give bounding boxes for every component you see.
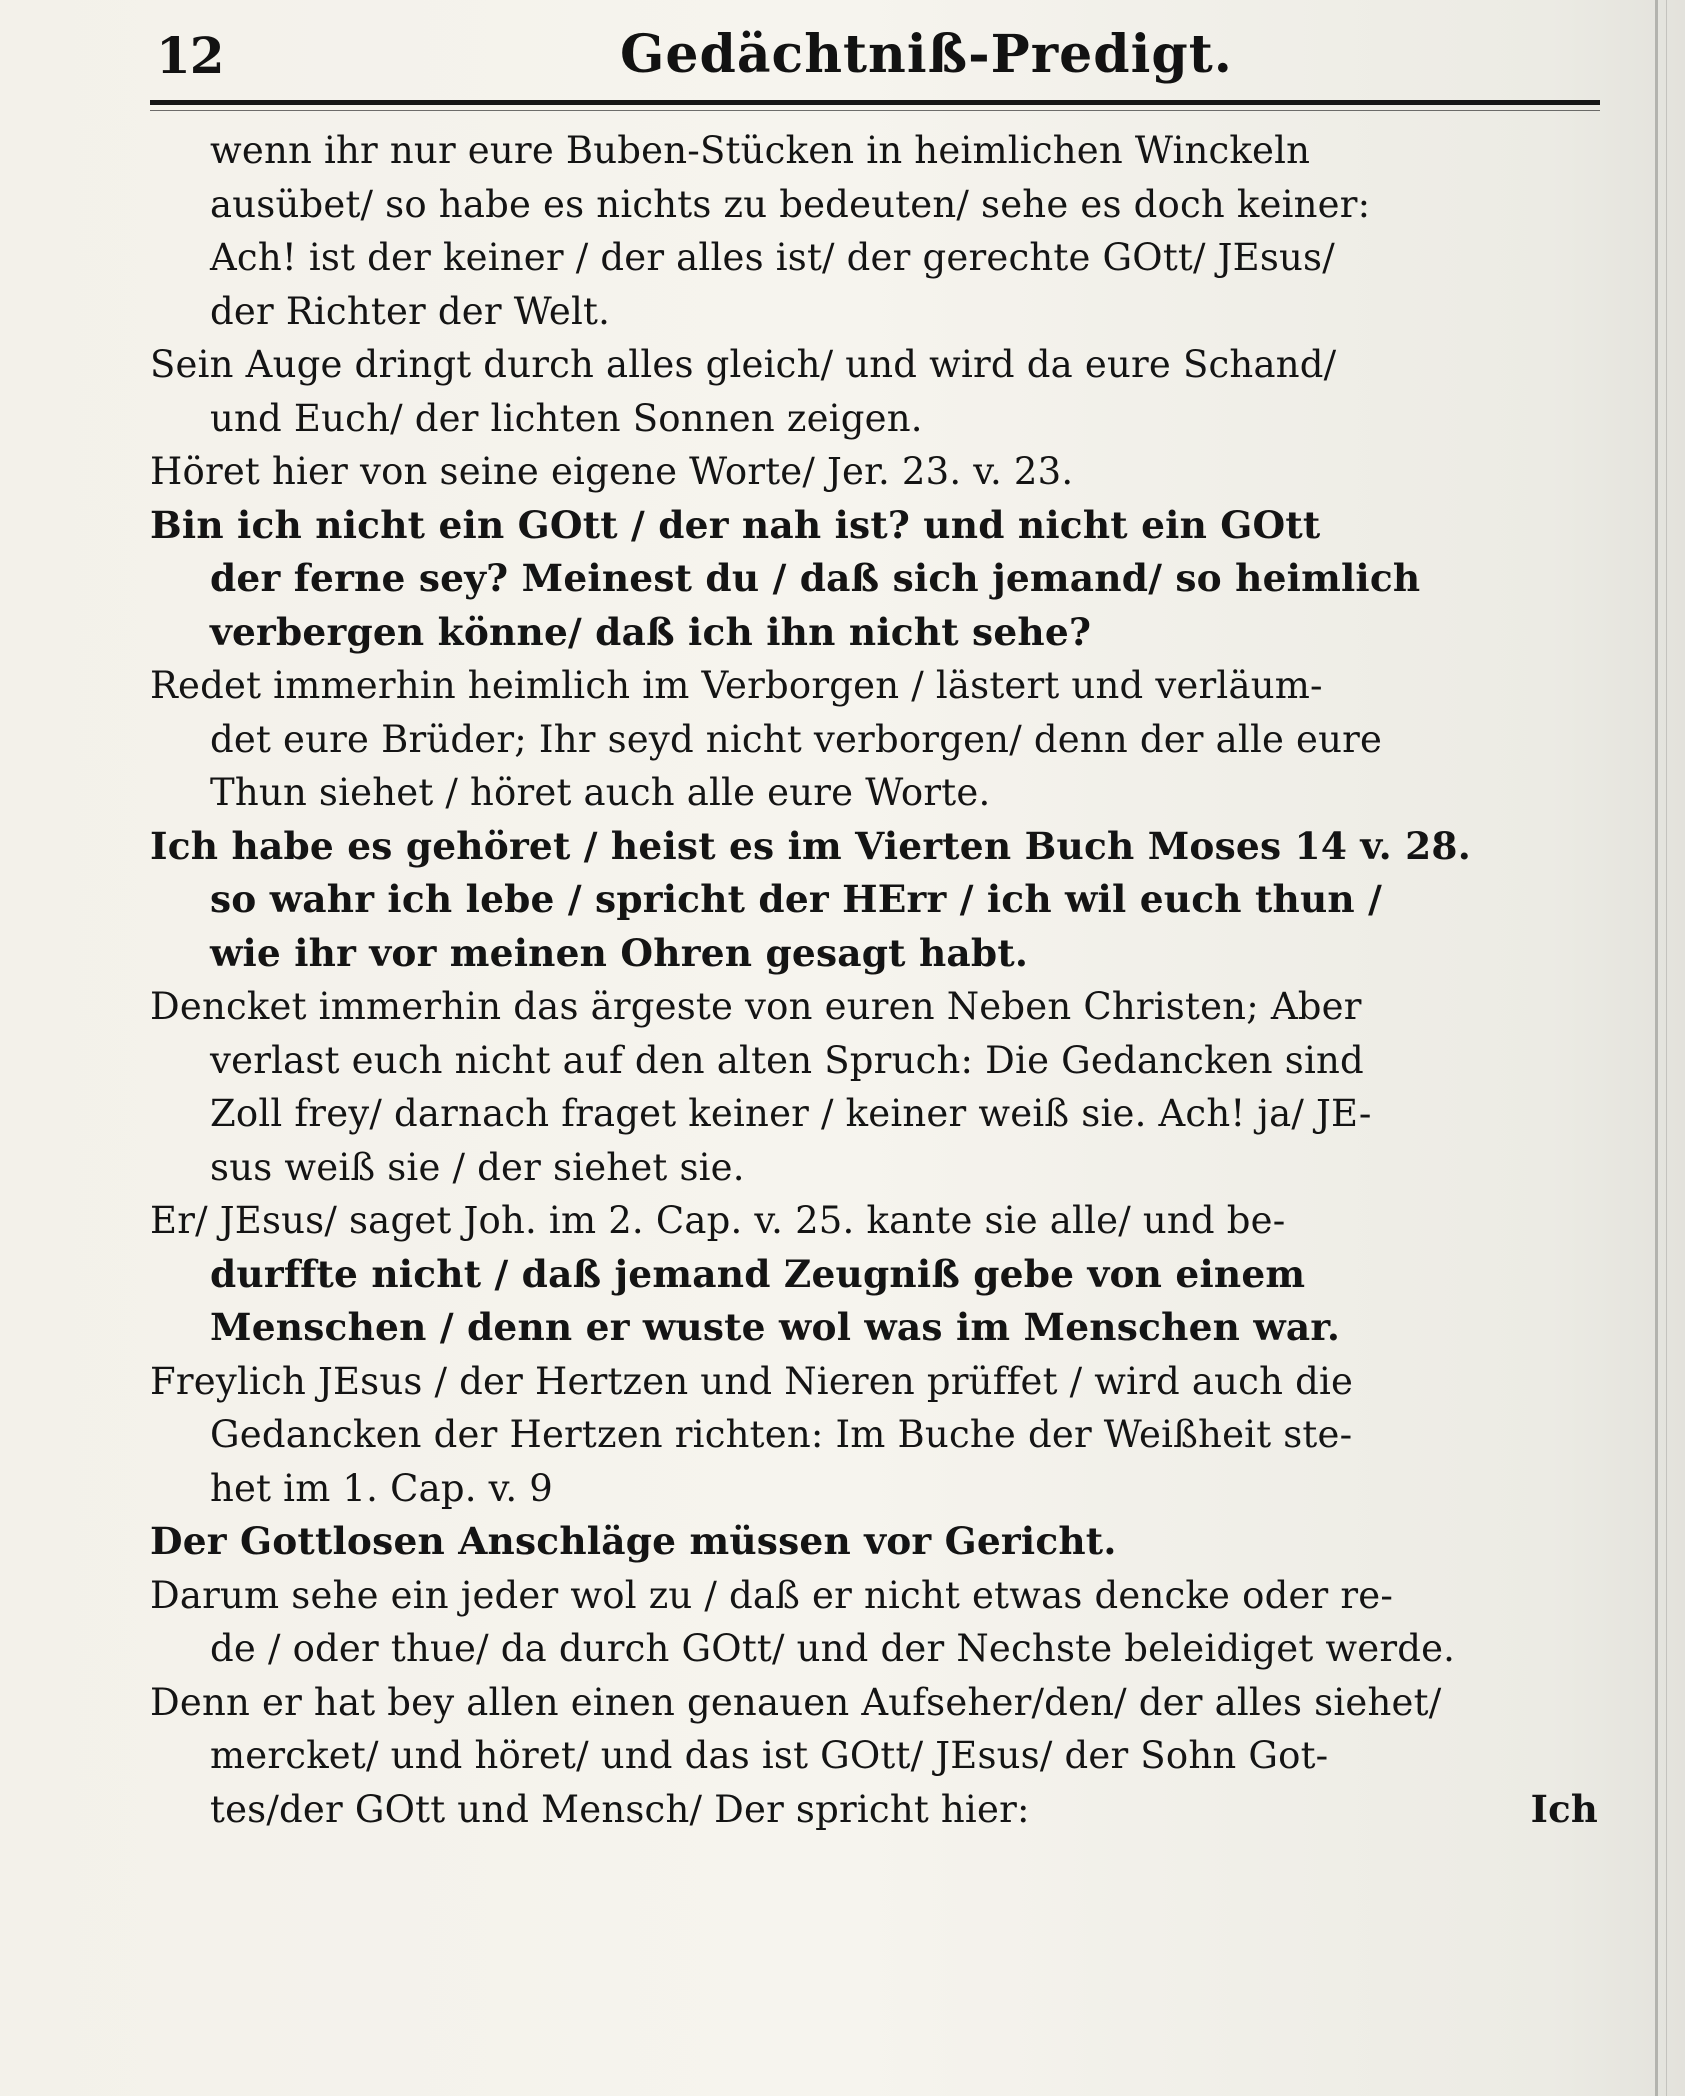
header-rule [150, 100, 1600, 105]
text-line: Er/ JEsus/ saget Joh. im 2. Cap. v. 25. kante sie alle/ und be- [150, 1199, 1286, 1242]
text-line: verlast euch nicht auf den alten Spruch: Die Gedancken sind [210, 1038, 1364, 1082]
text-line: Thun siehet / höret auch alle eure Worte. [210, 771, 991, 814]
text-line: und Euch/ der lichten Sonnen zeigen. [210, 396, 923, 440]
text-line: Höret hier von seine eigene Worte/ Jer. 23. v. 23. [150, 450, 1074, 493]
text-line: Zoll frey/ darnach fraget keiner / keiner weiß sie. Ach! ja/ JE- [210, 1092, 1372, 1135]
body-text [150, 124, 1610, 1836]
text-line: Bin ich nicht ein GOtt / der nah ist? und nicht ein GOtt [150, 502, 1321, 547]
text-line: Menschen / denn er wuste wol was im Menschen war. [210, 1305, 1341, 1349]
text-line: Gedancken der Hertzen richten: Im Buche der Weißheit ste- [210, 1413, 1353, 1456]
text-line: so wahr ich lebe / spricht der HErr / ich wil euch thun / [210, 877, 1383, 921]
text-line: Denn er hat bey allen einen genauen Aufseher/den/ der alles siehet/ [150, 1680, 1442, 1724]
catchword: Ich [1530, 1786, 1598, 1831]
text-line: Sein Auge dringt durch alles gleich/ und wird da eure Schand/ [150, 343, 1337, 386]
text-line: ausübet/ so habe es nichts zu bedeuten/ sehe es doch keiner: [210, 182, 1371, 226]
text-line: mercket/ und höret/ und das ist GOtt/ JEsus/ der Sohn Got- [210, 1734, 1329, 1777]
text-line-content: tes/der GOtt und Mensch/ Der spricht hier: [210, 1787, 1030, 1831]
text-line: Ich habe es gehöret / heist es im Vierten Buch Moses 14 v. 28. [150, 823, 1471, 868]
text-line: der ferne sey? Meinest du / daß sich jemand/ so heimlich [210, 556, 1421, 600]
text-line: sus weiß sie / der siehet sie. [210, 1145, 745, 1189]
page-header [150, 20, 1600, 100]
text-line: de / oder thue/ da durch GOtt/ und der Nechste beleidiget werde. [210, 1627, 1456, 1670]
text-line: durffte nicht / daß jemand Zeugniß gebe von einem [210, 1251, 1306, 1296]
text-line: der Richter der Welt. [210, 289, 611, 333]
text-line [150, 1783, 1610, 1837]
text-line: Freylich JEsus / der Hertzen und Nieren prüffet / wird auch die [150, 1359, 1354, 1403]
header-rule-thin [150, 110, 1600, 111]
text-line: Der Gottlosen Anschläge müssen vor Gericht. [150, 1519, 1117, 1563]
text-line: Darum sehe ein jeder wol zu / daß er nicht etwas dencke oder re- [150, 1573, 1394, 1617]
binding-gutter-edge [1666, 0, 1667, 2096]
text-line: het im 1. Cap. v. 9 [210, 1466, 554, 1510]
text-line: wie ihr vor meinen Ohren gesagt habt. [210, 930, 1029, 975]
running-title: Gedächtniß-Predigt. [620, 24, 1233, 85]
text-line: wenn ihr nur eure Buben-Stücken in heimlichen Winckeln [210, 129, 1311, 172]
text-line: Ach! ist der keiner / der alles ist/ der gerechte GOtt/ JEsus/ [210, 236, 1335, 279]
text-line: Dencket immerhin das ärgeste von euren Neben Christen; Aber [150, 985, 1362, 1028]
text-line: verbergen könne/ daß ich ihn nicht sehe? [210, 609, 1092, 654]
page-number: 12 [156, 26, 224, 85]
text-line: det eure Brüder; Ihr seyd nicht verborgen/ denn der alle eure [210, 717, 1383, 761]
text-line: Redet immerhin heimlich im Verborgen / lästert und verläum- [150, 664, 1323, 707]
binding-gutter [1655, 0, 1658, 2096]
